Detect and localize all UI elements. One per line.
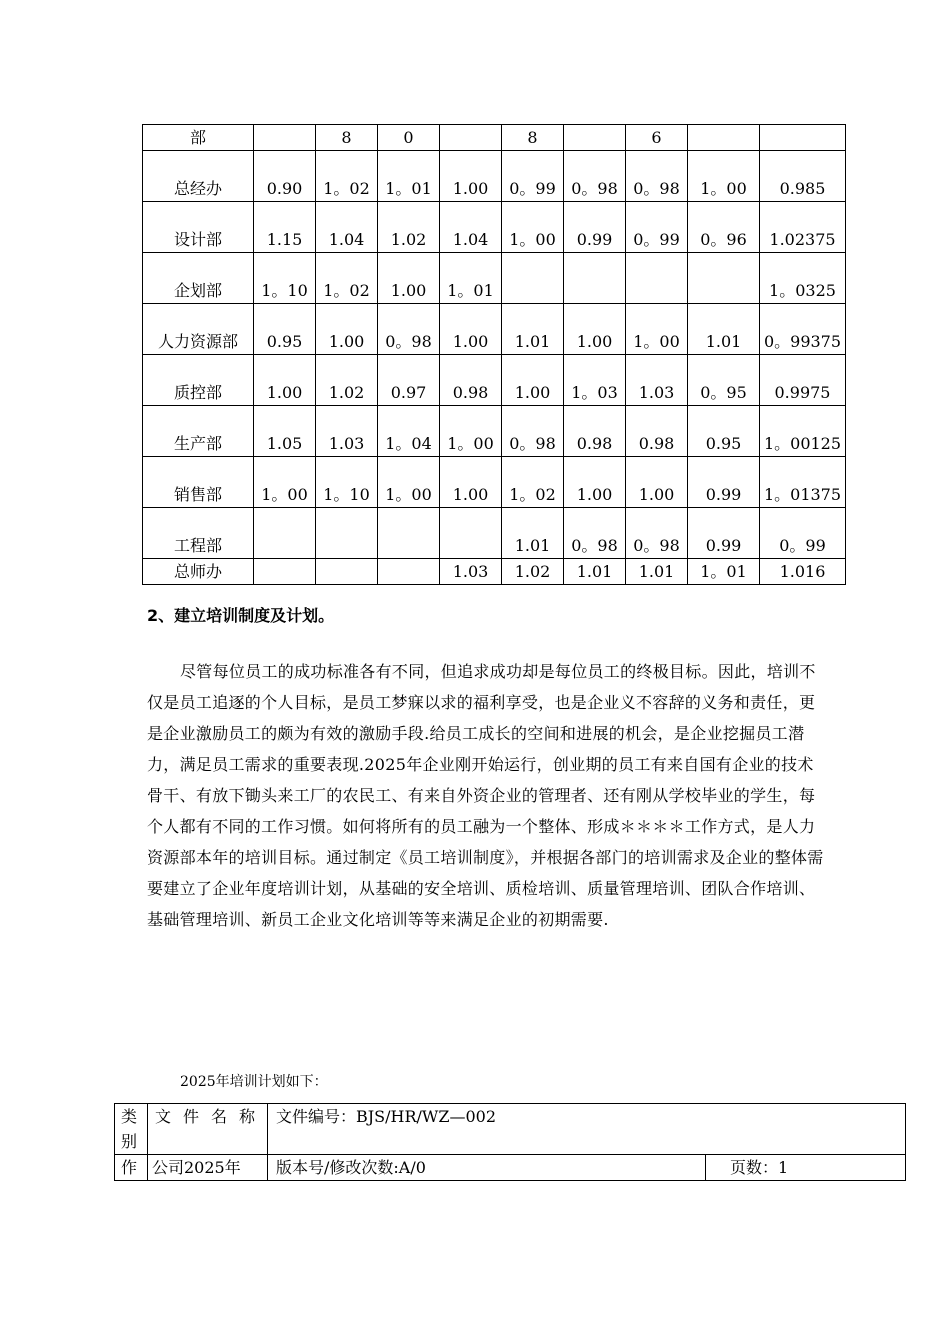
score-cell: 1.00 <box>440 304 502 355</box>
score-cell: 0.99 <box>688 508 760 559</box>
page-count: 页数：1 <box>706 1155 906 1181</box>
score-cell: 1.04 <box>440 202 502 253</box>
score-cell: 0.90 <box>254 151 316 202</box>
score-cell <box>254 559 316 585</box>
score-cell: 0。96 <box>688 202 760 253</box>
company-year: 公司2025年 <box>148 1155 268 1181</box>
score-cell: 8 <box>502 125 564 151</box>
score-cell <box>316 559 378 585</box>
score-cell <box>626 253 688 304</box>
score-cell: 1.00 <box>440 151 502 202</box>
score-cell: 0。95 <box>688 355 760 406</box>
score-cell: 1。00 <box>688 151 760 202</box>
score-cell: 0.95 <box>688 406 760 457</box>
score-cell: 1。01 <box>378 151 440 202</box>
department-name: 企划部 <box>143 253 254 304</box>
score-cell: 0.98 <box>440 355 502 406</box>
score-cell: 0。98 <box>502 406 564 457</box>
department-name: 设计部 <box>143 202 254 253</box>
doc-table-row <box>115 1104 906 1155</box>
score-cell: 1.01 <box>626 559 688 585</box>
score-cell <box>760 125 846 151</box>
score-cell: 1。10 <box>254 253 316 304</box>
score-cell: 1。0325 <box>760 253 846 304</box>
score-cell: 0.985 <box>760 151 846 202</box>
table-row <box>143 304 846 355</box>
score-cell: 0.98 <box>564 406 626 457</box>
score-cell: 1。00 <box>254 457 316 508</box>
score-cell: 1.016 <box>760 559 846 585</box>
score-cell: 1。01 <box>688 559 760 585</box>
table-row <box>143 508 846 559</box>
score-cell <box>688 253 760 304</box>
score-cell <box>564 253 626 304</box>
score-cell: 1。00 <box>626 304 688 355</box>
author-label: 作 <box>115 1155 148 1181</box>
score-cell <box>378 559 440 585</box>
paragraph-text: 尽管每位员工的成功标准各有不同，但追求成功却是每位员工的终极目标。因此，培训不仅是员工追逐的个人目标，是员工梦寐以求的福利享受，也是企业义不容辞的义务和责任，更是企业激励员工的颇为有效的激励手段.给员工成长的空间和进展的机会，是企业挖掘员工潜力，满足员工需求的重要表现.2025年企业刚开始运行，创业期的员工有来自国有企业的技术骨干、有放下锄头来工厂的农民工、有来自外资企业的管理者、还有刚从学校毕业的学生，每个人都有不同的工作习惯。如何将所有的员工融为一个整体、形成＊＊＊＊工作方式，是人力资源部本年的培训目标。通过制定《员工培训制度》，并根据各部门的培训需求及企业的整体需要建立了企业年度培训计划，从基础的安全培训、质检培训、质量管理培训、团队合作培训、基础管理培训、新员工企业文化培训等等来满足企业的初期需要. <box>147 662 824 929</box>
table-row <box>143 406 846 457</box>
department-name: 人力资源部 <box>143 304 254 355</box>
score-cell <box>502 253 564 304</box>
version-number: 版本号/修改次数:A/0 <box>268 1155 706 1181</box>
table-row <box>143 151 846 202</box>
score-cell: 1.00 <box>564 457 626 508</box>
score-cell: 1.05 <box>254 406 316 457</box>
table-row <box>143 457 846 508</box>
score-cell: 1.01 <box>688 304 760 355</box>
score-cell: 0.98 <box>626 406 688 457</box>
file-number: 文件编号：BJS/HR/WZ—002 <box>268 1104 906 1155</box>
score-cell <box>440 125 502 151</box>
score-cell: 1。00 <box>502 202 564 253</box>
score-cell: 1。03 <box>564 355 626 406</box>
score-cell: 1。01 <box>440 253 502 304</box>
score-cell: 0。99 <box>502 151 564 202</box>
score-cell: 0。98 <box>564 508 626 559</box>
score-cell <box>378 508 440 559</box>
department-name: 部 <box>143 125 254 151</box>
score-cell: 1.00 <box>378 253 440 304</box>
score-cell: 1。00125 <box>760 406 846 457</box>
score-cell <box>254 508 316 559</box>
file-name-label: 文件名称 <box>148 1104 268 1155</box>
department-name: 质控部 <box>143 355 254 406</box>
score-cell: 6 <box>626 125 688 151</box>
score-cell: 1.00 <box>502 355 564 406</box>
table-row <box>143 202 846 253</box>
score-cell: 1。02 <box>316 253 378 304</box>
score-cell: 1.00 <box>316 304 378 355</box>
score-cell: 1.01 <box>564 559 626 585</box>
score-cell: 0。99 <box>626 202 688 253</box>
section-heading: 2、建立培训制度及计划。 <box>147 606 335 625</box>
score-cell: 0 <box>378 125 440 151</box>
score-cell: 1.00 <box>564 304 626 355</box>
score-cell: 0。98 <box>378 304 440 355</box>
body-paragraph <box>147 656 827 935</box>
score-cell: 1.02 <box>378 202 440 253</box>
department-name: 总经办 <box>143 151 254 202</box>
score-cell: 1.03 <box>626 355 688 406</box>
score-cell: 1.00 <box>254 355 316 406</box>
score-cell <box>254 125 316 151</box>
score-cell: 1。02 <box>502 457 564 508</box>
score-cell <box>564 125 626 151</box>
score-cell: 1.04 <box>316 202 378 253</box>
score-cell: 0。98 <box>626 151 688 202</box>
score-cell: 0.9975 <box>760 355 846 406</box>
score-cell: 8 <box>316 125 378 151</box>
score-cell: 1.00 <box>626 457 688 508</box>
score-cell: 1.15 <box>254 202 316 253</box>
category-label: 类别 <box>115 1104 148 1155</box>
score-cell: 1.03 <box>440 559 502 585</box>
department-name: 销售部 <box>143 457 254 508</box>
score-cell: 1.01 <box>502 304 564 355</box>
score-cell: 1.02375 <box>760 202 846 253</box>
score-cell: 0。98 <box>564 151 626 202</box>
score-cell: 1.02 <box>502 559 564 585</box>
score-cell: 1.03 <box>316 406 378 457</box>
score-cell: 0.97 <box>378 355 440 406</box>
score-cell: 0.99 <box>564 202 626 253</box>
department-score-table <box>142 124 846 585</box>
score-cell: 0。98 <box>626 508 688 559</box>
table-row <box>143 125 846 151</box>
score-cell <box>316 508 378 559</box>
department-name: 总师办 <box>143 559 254 585</box>
score-cell: 0。99 <box>760 508 846 559</box>
score-cell: 1。02 <box>316 151 378 202</box>
doc-table-row <box>115 1155 906 1181</box>
score-cell: 1.00 <box>440 457 502 508</box>
score-cell: 1。10 <box>316 457 378 508</box>
score-cell: 0.99 <box>688 457 760 508</box>
score-cell: 0.95 <box>254 304 316 355</box>
department-name: 生产部 <box>143 406 254 457</box>
table-row <box>143 253 846 304</box>
score-cell <box>688 125 760 151</box>
department-name: 工程部 <box>143 508 254 559</box>
score-cell: 1。00 <box>378 457 440 508</box>
score-cell: 1.02 <box>316 355 378 406</box>
score-cell: 1。04 <box>378 406 440 457</box>
document-control-table <box>114 1103 906 1181</box>
score-cell: 1.01 <box>502 508 564 559</box>
table-row <box>143 559 846 585</box>
plan-intro: 2025年培训计划如下： <box>180 1074 328 1090</box>
score-cell: 0。99375 <box>760 304 846 355</box>
score-cell <box>440 508 502 559</box>
score-cell: 1。00 <box>440 406 502 457</box>
table-row <box>143 355 846 406</box>
score-cell: 1。01375 <box>760 457 846 508</box>
